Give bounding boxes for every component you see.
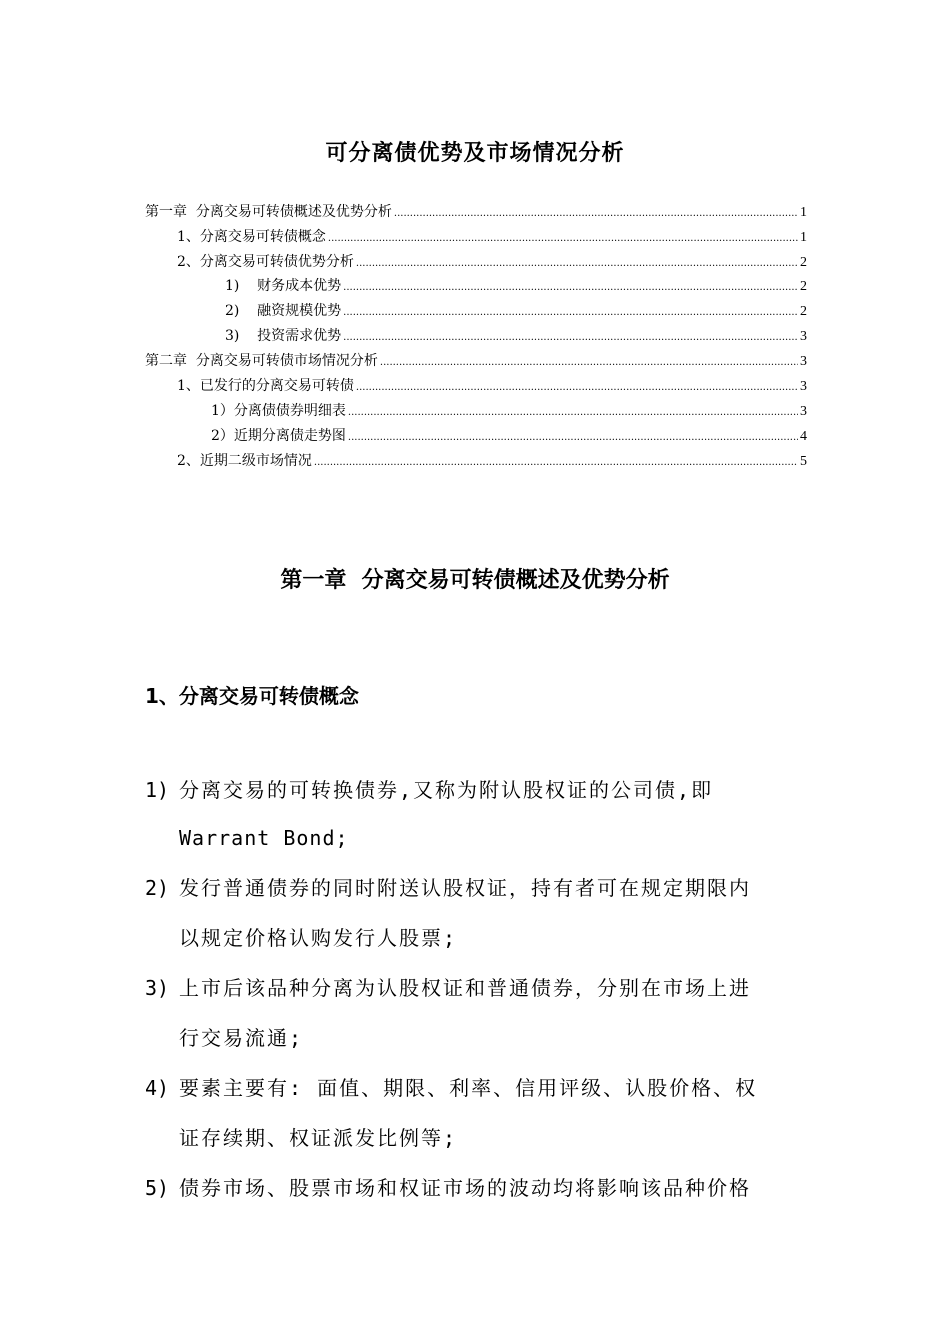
list-item-continuation: 行交易流通; bbox=[179, 1026, 304, 1050]
toc-entry-page: 2 bbox=[800, 279, 807, 294]
list-item-continuation: 以规定价格认购发行人股票; bbox=[179, 926, 458, 950]
list-item-number: 3) bbox=[145, 976, 170, 1000]
list-item-text: 债券市场、股票市场和权证市场的波动均将影响该品种价格 bbox=[179, 1176, 751, 1200]
document-title: 可分离债优势及市场情况分析 bbox=[325, 140, 625, 166]
toc-entry[interactable] bbox=[225, 299, 807, 323]
toc-entry-page: 2 bbox=[800, 255, 807, 270]
list-item-continuation: 证存续期、权证派发比例等; bbox=[179, 1126, 458, 1150]
toc-entry[interactable] bbox=[177, 374, 807, 398]
toc-entry-page: 1 bbox=[800, 205, 807, 220]
toc-entry-page: 1 bbox=[800, 230, 807, 245]
toc-entry[interactable] bbox=[177, 250, 807, 274]
toc-leader-dots bbox=[343, 274, 798, 300]
list-item-number: 2) bbox=[145, 876, 170, 900]
list-item-number: 5) bbox=[145, 1176, 170, 1200]
toc-entry[interactable] bbox=[177, 225, 807, 249]
list-item bbox=[145, 770, 713, 810]
toc-leader-dots bbox=[343, 324, 798, 350]
toc-entry[interactable] bbox=[211, 399, 807, 423]
toc-entry[interactable] bbox=[225, 274, 807, 298]
toc-leader-dots bbox=[343, 299, 798, 325]
toc-entry[interactable] bbox=[211, 424, 807, 448]
chapter-heading: 第一章 分离交易可转债概述及优势分析 bbox=[280, 568, 670, 593]
toc-entry-text: 1）分离债债券明细表 bbox=[211, 403, 346, 419]
toc-entry[interactable] bbox=[145, 349, 807, 373]
toc-entry-text: 2、近期二级市场情况 bbox=[177, 453, 312, 469]
toc-entry-text: 1、已发行的分离交易可转债 bbox=[177, 378, 354, 394]
toc-leader-dots bbox=[394, 200, 798, 226]
toc-entry-page: 3 bbox=[800, 354, 807, 369]
toc-entry-text: 第一章 分离交易可转债概述及优势分析 bbox=[145, 204, 392, 220]
toc-entry-text: 1、分离交易可转债概念 bbox=[177, 229, 326, 245]
toc-entry-text: 2) 融资规模优势 bbox=[225, 303, 342, 319]
toc-entry-page: 5 bbox=[800, 454, 807, 469]
toc-entry-text: 1) 财务成本优势 bbox=[225, 278, 342, 294]
toc-entry[interactable] bbox=[177, 449, 807, 473]
list-item bbox=[145, 1068, 757, 1108]
list-item-number: 1) bbox=[145, 778, 170, 802]
toc-entry-page: 2 bbox=[800, 304, 807, 319]
toc-entry-text: 2）近期分离债走势图 bbox=[211, 428, 346, 444]
toc-entry-text: 第二章 分离交易可转债市场情况分析 bbox=[145, 353, 378, 369]
list-item-continuation: Warrant Bond; bbox=[179, 826, 349, 850]
toc-leader-dots bbox=[328, 225, 798, 251]
list-item bbox=[145, 868, 751, 908]
toc-leader-dots bbox=[356, 250, 798, 276]
toc-entry-page: 3 bbox=[800, 404, 807, 419]
toc-entry-page: 3 bbox=[800, 329, 807, 344]
toc-entry[interactable] bbox=[225, 324, 807, 348]
toc-leader-dots bbox=[348, 424, 798, 450]
list-item-text: 分离交易的可转换债券,又称为附认股权证的公司债,即 bbox=[179, 778, 714, 802]
toc-entry-page: 4 bbox=[800, 429, 807, 444]
list-item-text: 上市后该品种分离为认股权证和普通债券，分别在市场上进 bbox=[179, 976, 751, 1000]
toc-leader-dots bbox=[380, 349, 798, 375]
list-item-text: 要素主要有: 面值、期限、利率、信用评级、认股价格、权 bbox=[179, 1076, 758, 1100]
list-item bbox=[145, 1168, 751, 1208]
toc-leader-dots bbox=[356, 374, 798, 400]
toc-entry-page: 3 bbox=[800, 379, 807, 394]
list-item-number: 4) bbox=[145, 1076, 170, 1100]
toc-entry-text: 2、分离交易可转债优势分析 bbox=[177, 254, 354, 270]
toc-entry-text: 3) 投资需求优势 bbox=[225, 328, 342, 344]
toc-leader-dots bbox=[348, 399, 798, 425]
toc-leader-dots bbox=[314, 449, 798, 475]
list-item-text: 发行普通债券的同时附送认股权证，持有者可在规定期限内 bbox=[179, 876, 751, 900]
list-item bbox=[145, 968, 751, 1008]
section-heading: 1、分离交易可转债概念 bbox=[145, 684, 359, 708]
toc-entry[interactable] bbox=[145, 200, 807, 224]
